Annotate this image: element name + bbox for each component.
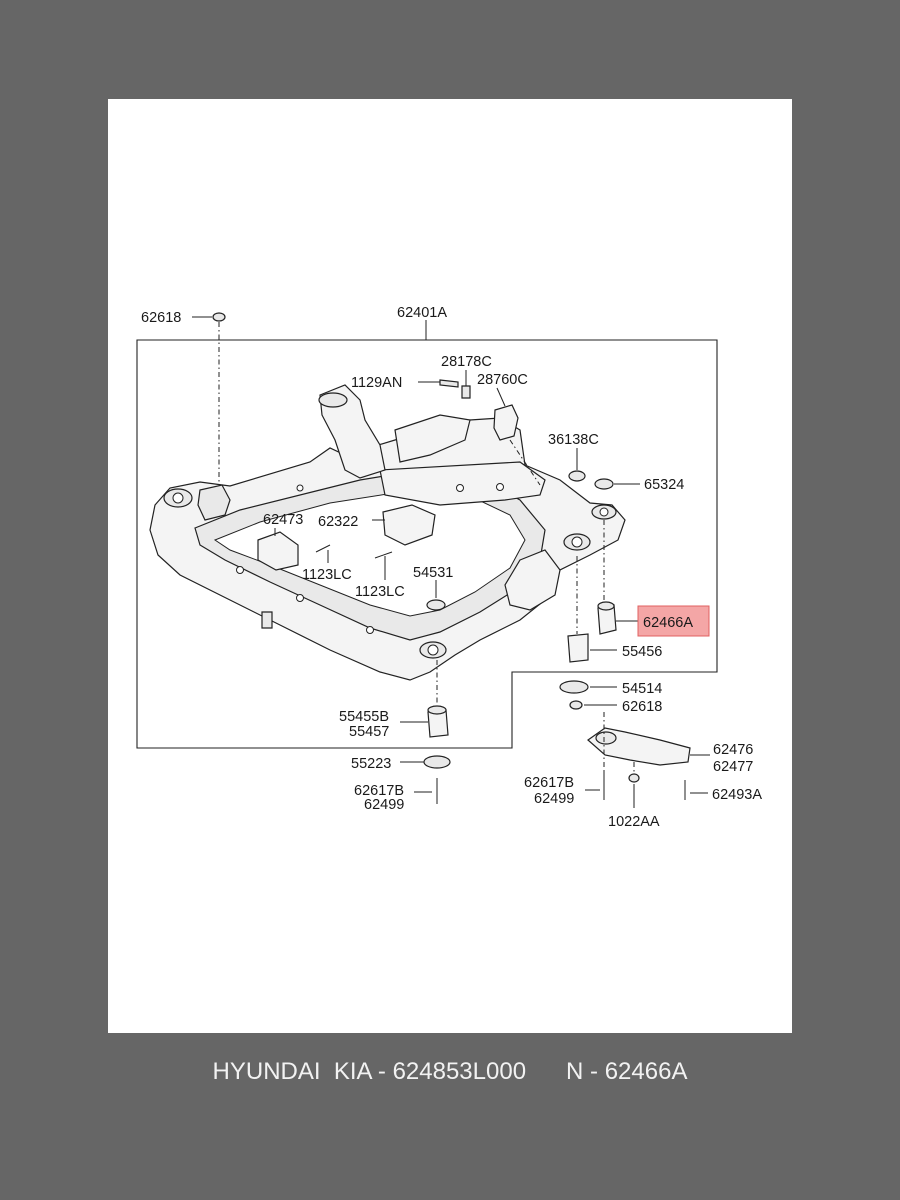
label-62466A: 62466A — [643, 615, 693, 631]
label-62477: 62477 — [713, 759, 754, 775]
label-62499-a: 62499 — [364, 797, 405, 813]
label-62473: 62473 — [263, 512, 304, 528]
label-28760C: 28760C — [477, 372, 528, 388]
label-36138C: 36138C — [548, 432, 599, 448]
nut-62618-bottom — [570, 701, 617, 709]
label-28178C: 28178C — [441, 354, 492, 370]
washer-36138C — [569, 448, 585, 481]
label-55457: 55457 — [349, 724, 390, 740]
label-54514: 54514 — [622, 681, 663, 697]
label-62476: 62476 — [713, 742, 754, 758]
label-1022AA: 1022AA — [608, 814, 660, 830]
bolt-1129AN — [418, 380, 458, 387]
bracket-62476 — [588, 728, 710, 765]
label-62322: 62322 — [318, 514, 359, 530]
bolt-62617B-a — [414, 778, 437, 804]
label-1123LC-a: 1123LC — [302, 567, 352, 583]
washer-54514 — [560, 681, 617, 693]
washer-55223 — [400, 756, 450, 768]
bolt-62617B-b — [585, 712, 604, 800]
bolt-62493A — [685, 780, 708, 800]
label-54531: 54531 — [413, 565, 454, 581]
nut-1022AA — [629, 762, 639, 808]
bushing-62466A — [598, 602, 638, 634]
label-55455B: 55455B — [339, 709, 389, 725]
label-55223: 55223 — [351, 756, 392, 772]
label-55456: 55456 — [622, 644, 663, 660]
part-62618-top — [192, 313, 225, 482]
part-number-caption: HYUNDAI KIA - 624853L000 N - 62466A — [212, 1058, 688, 1085]
label-1123LC-b: 1123LC — [355, 584, 405, 600]
label-62617B-a: 62617B — [354, 783, 404, 799]
label-65324: 65324 — [644, 477, 685, 493]
label-62499-b: 62499 — [534, 791, 575, 807]
label-62493A: 62493A — [712, 787, 762, 803]
label-62401A: 62401A — [397, 305, 447, 321]
label-62617B-b: 62617B — [524, 775, 574, 791]
label-1129AN: 1129AN — [351, 375, 403, 391]
bolt-28178C — [462, 370, 470, 398]
label-62618-top: 62618 — [141, 310, 182, 326]
label-62618-bottom: 62618 — [622, 699, 663, 715]
